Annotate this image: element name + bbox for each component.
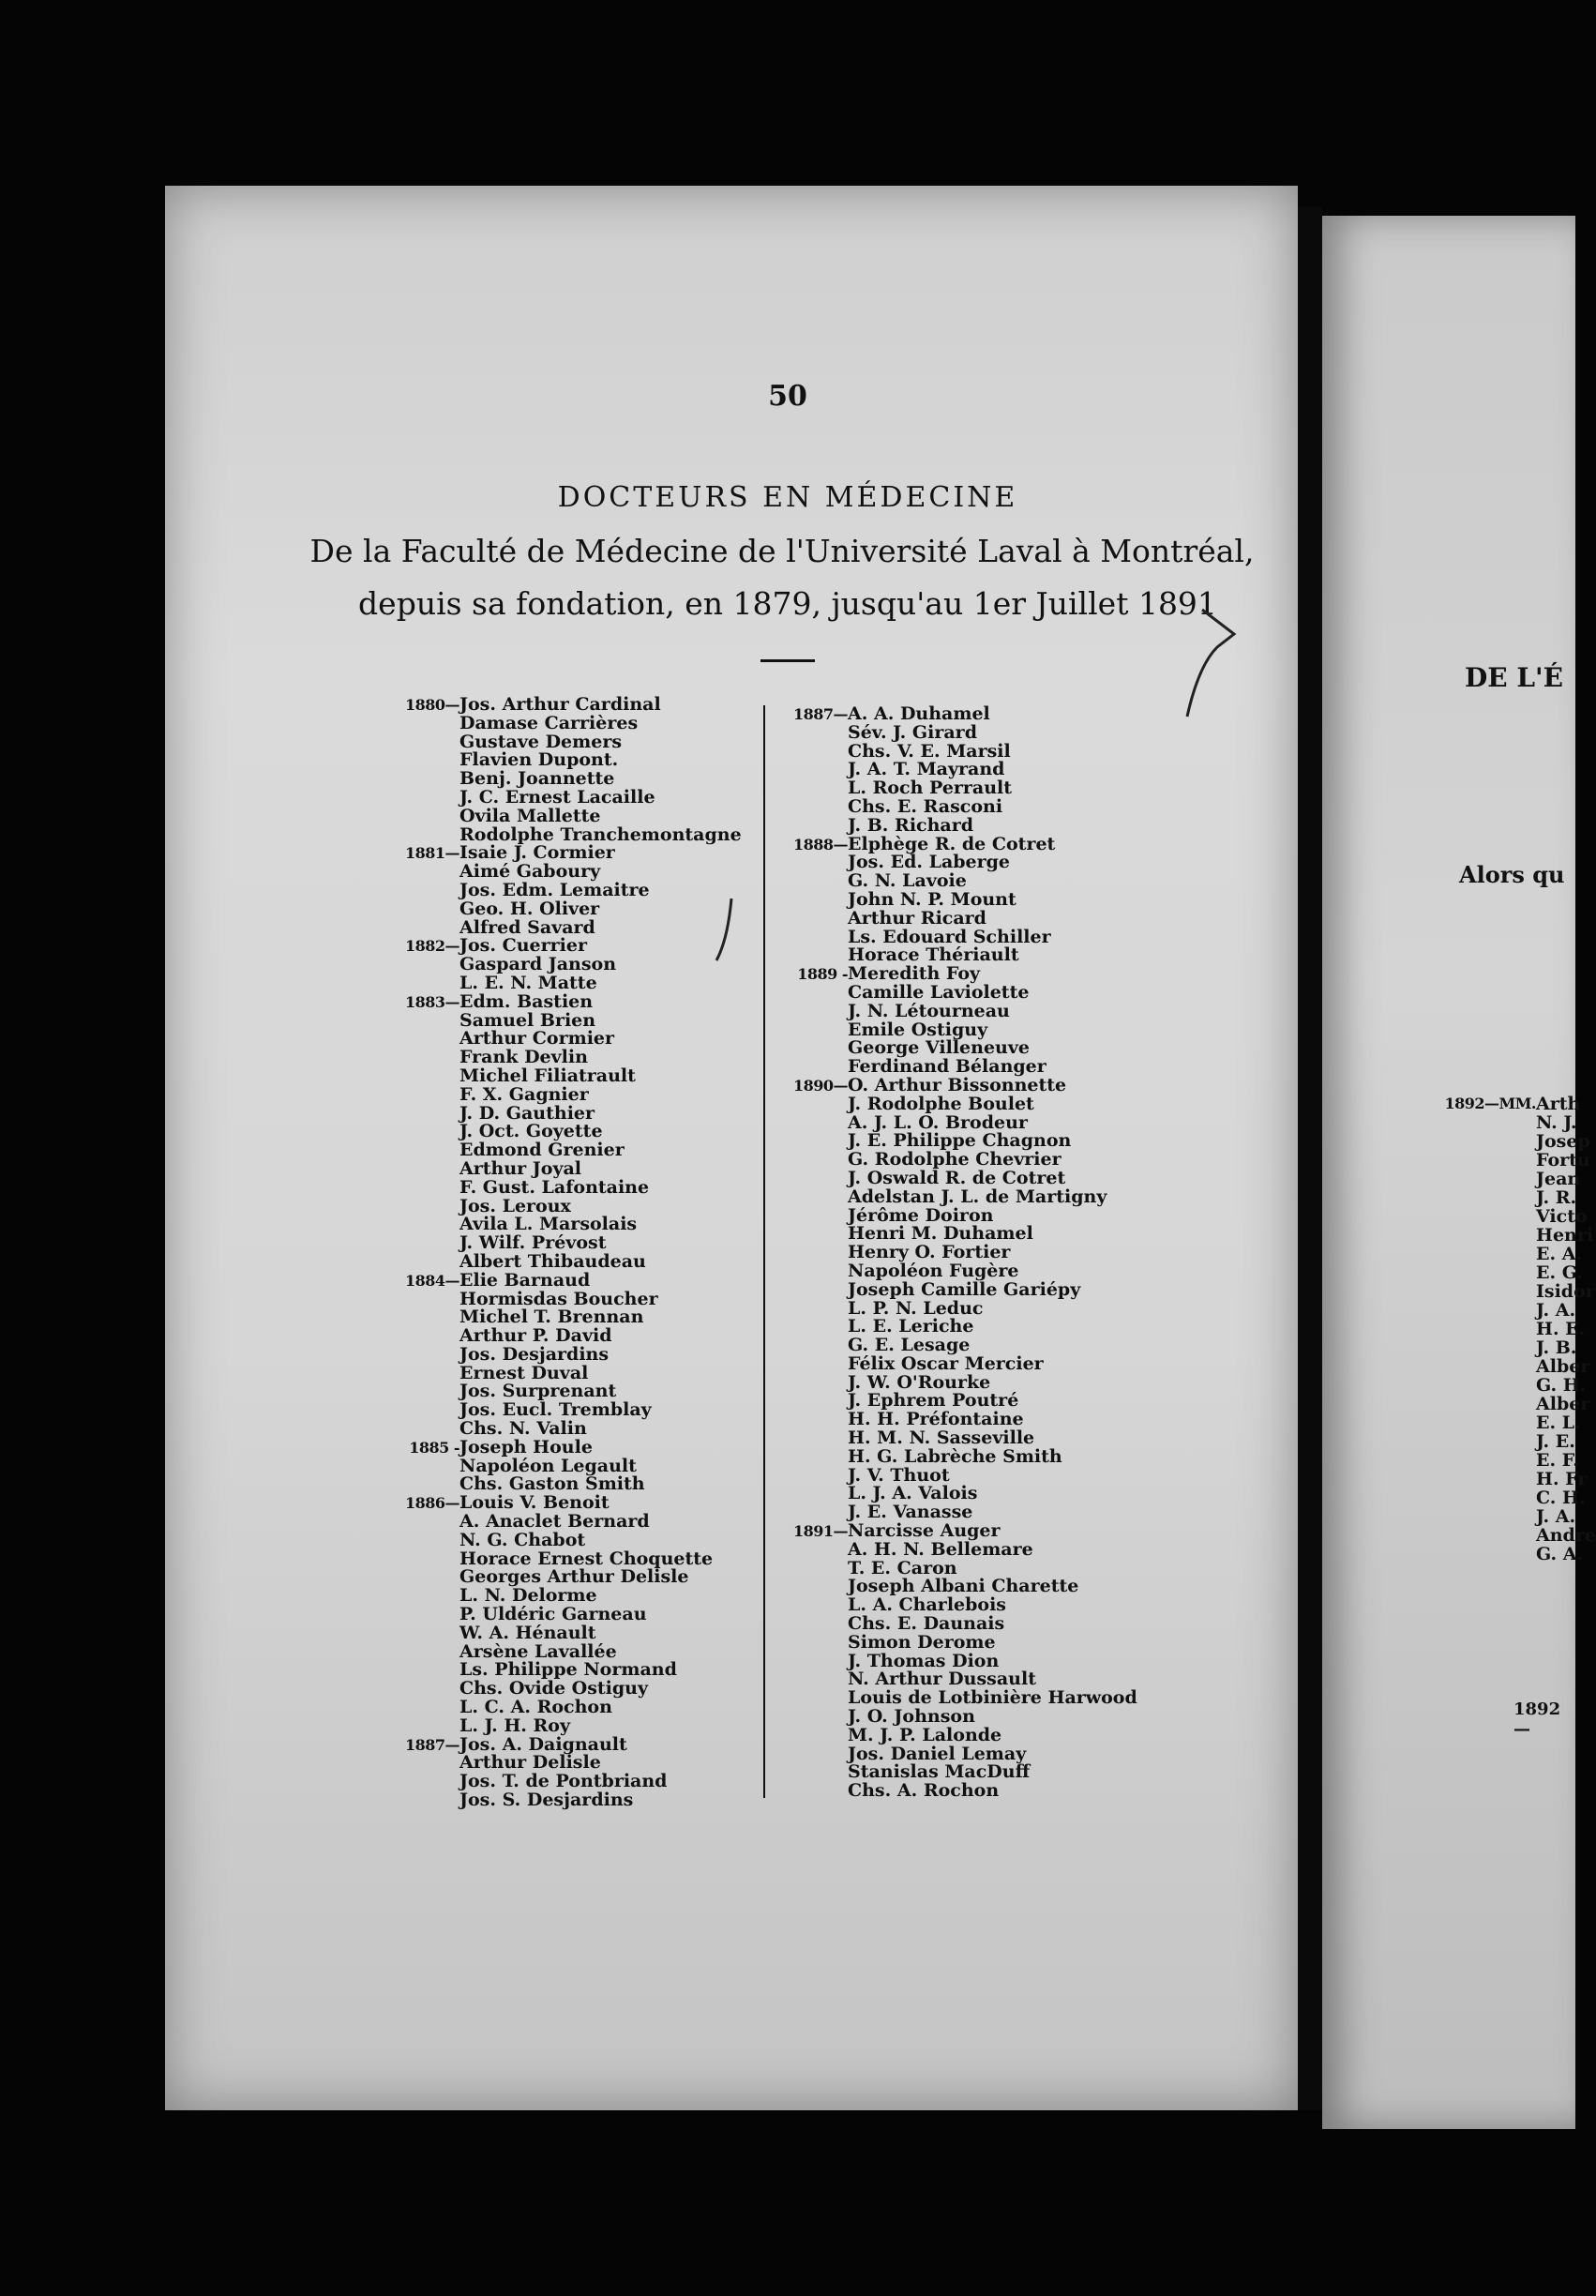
facing-page-fragment: E. L.	[1536, 1412, 1581, 1433]
graduate-name: Horace Thériault	[848, 944, 1019, 966]
graduate-name: Michel Filiatrault	[459, 1065, 636, 1086]
facing-page-fragment: E. A.	[1536, 1244, 1583, 1264]
graduate-entry	[459, 1791, 742, 1810]
facing-page-fragment: Josep	[1536, 1131, 1590, 1152]
facing-page-fragment: H. E.	[1536, 1319, 1586, 1339]
facing-page-fragment: Andre	[1536, 1525, 1596, 1546]
graduate-name: A. Anaclet Bernard	[459, 1511, 650, 1533]
graduate-name: Horace Ernest Choquette	[459, 1548, 714, 1569]
graduation-year: 1880—	[404, 696, 459, 714]
graduate-name: Chs. A. Rochon	[848, 1780, 1000, 1802]
facing-page-year-bottom: 1892—	[1513, 1699, 1561, 1739]
graduate-name: J. Ephrem Poutré	[848, 1390, 1019, 1412]
graduate-name: Joseph Camille Gariépy	[848, 1278, 1081, 1300]
graduate-name: J. Oct. Goyette	[459, 1121, 603, 1142]
graduate-name: Henry O. Fortier	[848, 1242, 1011, 1263]
graduate-name: Arthur Cormier	[459, 1028, 615, 1050]
facing-page-fragment: Henri	[1536, 1225, 1594, 1246]
graduate-name: L. N. Delorme	[459, 1585, 597, 1607]
graduate-name: G. E. Lesage	[848, 1335, 971, 1356]
graduate-name: Gaspard Janson	[459, 954, 617, 975]
graduation-year: 1890—	[792, 1076, 848, 1095]
graduate-name: Frank Devlin	[459, 1047, 588, 1068]
graduate-name: Chs. E. Daunais	[848, 1613, 1005, 1635]
graduate-name: J. Wilf. Prévost	[459, 1232, 607, 1254]
graduation-year: 1891—	[792, 1522, 848, 1541]
facing-page-fragment: Jean	[1536, 1169, 1581, 1189]
graduate-name: Ernest Duval	[459, 1362, 589, 1383]
graduate-name: Avila L. Marsolais	[459, 1214, 638, 1235]
graduates-list-right	[792, 703, 1137, 1802]
facing-page-year: 1892—MM.	[1444, 1095, 1536, 1112]
graduate-name: W. A. Hénault	[459, 1622, 596, 1643]
graduate-name: Louis de Lotbinière Harwood	[848, 1687, 1137, 1709]
graduate-name: John N. P. Mount	[848, 888, 1016, 910]
graduate-name: L. J. A. Valois	[848, 1483, 978, 1504]
column-divider	[763, 705, 765, 1798]
graduation-year: 1887—	[792, 705, 848, 723]
graduate-name: Elphège R. de Cotret	[848, 833, 1056, 854]
graduation-year: 1882—	[404, 937, 459, 956]
graduate-name: H. G. Labrèche Smith	[848, 1445, 1062, 1467]
graduation-year: 1889 -	[797, 965, 848, 984]
graduation-year: 1884—	[404, 1271, 459, 1290]
graduate-name: Jos. Arthur Cardinal	[459, 694, 661, 715]
graduate-name: Chs. E. Rasconi	[848, 795, 1003, 817]
graduate-name: Arthur Delisle	[459, 1752, 601, 1774]
graduate-name: J. C. Ernest Lacaille	[459, 786, 655, 808]
graduate-name: Napoléon Fugère	[848, 1260, 1019, 1281]
graduate-name: Ls. Philippe Normand	[459, 1659, 677, 1681]
graduate-name: Simon Derome	[848, 1631, 996, 1653]
graduate-name: J. E. Vanasse	[848, 1502, 973, 1523]
graduate-name: J. W. O'Rourke	[848, 1371, 991, 1393]
graduate-name: J. O. Johnson	[848, 1706, 975, 1728]
facing-page-fragment: Alber	[1536, 1356, 1590, 1377]
handwritten-stroke	[711, 893, 739, 968]
graduate-name: J. A. T. Mayrand	[848, 759, 1005, 780]
graduation-year: 1888—	[792, 835, 848, 853]
graduate-name: Albert Thibaudeau	[459, 1250, 646, 1272]
graduate-name: Arthur Joyal	[459, 1157, 582, 1179]
graduation-year: 1887—	[404, 1735, 459, 1754]
graduate-name: Félix Oscar Mercier	[848, 1352, 1044, 1374]
graduate-name: J. Thomas Dion	[848, 1650, 1000, 1671]
graduate-name: Jos. Edm. Lemaitre	[459, 879, 650, 900]
graduate-name: Michel T. Brennan	[459, 1307, 644, 1328]
graduate-name: Edmond Grenier	[459, 1140, 625, 1161]
graduate-name: Camille Laviolette	[848, 981, 1030, 1003]
graduate-name: Louis V. Benoit	[459, 1492, 610, 1514]
graduate-name: L. J. H. Roy	[459, 1714, 571, 1736]
graduate-name: Adelstan J. L. de Martigny	[848, 1186, 1107, 1207]
graduate-name: L. P. N. Leduc	[848, 1297, 984, 1319]
graduation-year: 1881—	[404, 844, 459, 863]
graduate-name: Sév. J. Girard	[848, 721, 977, 743]
graduate-name: Jos. Surprenant	[459, 1381, 617, 1402]
graduate-name: L. A. Charlebois	[848, 1594, 1006, 1616]
facing-page-fragment: J. B.	[1536, 1337, 1577, 1358]
graduate-name: M. J. P. Lalonde	[848, 1724, 1002, 1745]
graduate-name: Samuel Brien	[459, 1009, 596, 1031]
graduate-name: J. Oswald R. de Cotret	[848, 1167, 1066, 1188]
graduates-list-left	[404, 694, 742, 1811]
graduate-name: Jos. A. Daignault	[459, 1733, 627, 1755]
graduate-name: Chs. Ovide Ostiguy	[459, 1678, 649, 1699]
graduate-name: Ls. Edouard Schiller	[848, 926, 1051, 947]
graduate-name: F. X. Gagnier	[459, 1083, 589, 1105]
graduate-name: Geo. H. Oliver	[459, 898, 600, 919]
graduate-name: J. B. Richard	[848, 814, 974, 836]
graduate-name: Isaie J. Cormier	[459, 842, 615, 864]
graduate-name: Rodolphe Tranchemontagne	[459, 823, 742, 845]
facing-page-fragment: J. E.	[1536, 1431, 1575, 1452]
graduate-name: A. J. L. O. Brodeur	[848, 1111, 1028, 1133]
facing-page-fragment: E. F.	[1536, 1450, 1579, 1471]
facing-page-fragment: C. H.	[1536, 1488, 1586, 1508]
graduate-name: O. Arthur Bissonnette	[848, 1074, 1067, 1095]
graduate-name: Arthur P. David	[459, 1325, 612, 1347]
facing-page-fragment: Isidor	[1536, 1281, 1595, 1302]
graduation-year: 1885 -	[409, 1438, 459, 1457]
graduate-name: Jos. Eucl. Tremblay	[459, 1399, 652, 1421]
graduate-name: T. E. Caron	[848, 1557, 957, 1578]
handwritten-mark	[1170, 600, 1245, 722]
graduate-name: J. E. Philippe Chagnon	[848, 1130, 1072, 1152]
graduate-entry	[848, 1782, 1137, 1801]
graduate-name: Stanislas MacDuff	[848, 1761, 1031, 1783]
graduation-year: 1883—	[404, 992, 459, 1011]
graduate-name: N. Arthur Dussault	[848, 1669, 1036, 1690]
graduation-year: 1886—	[404, 1494, 459, 1513]
graduate-name: J. V. Thuot	[848, 1464, 950, 1486]
graduate-name: Benj. Joannette	[459, 768, 615, 790]
graduate-name: Napoléon Legault	[459, 1455, 637, 1476]
graduate-name: Hormisdas Boucher	[459, 1288, 658, 1309]
graduate-name: Joseph Houle	[459, 1436, 593, 1458]
facing-page-fragment: H. Fr	[1536, 1469, 1588, 1489]
graduate-name: Edm. Bastien	[459, 990, 594, 1012]
facing-page-fragment: Alber	[1536, 1394, 1590, 1414]
graduate-name: Emile Ostiguy	[848, 1019, 988, 1040]
graduate-name: L. E. N. Matte	[459, 972, 597, 993]
facing-page-fragment: G. H.	[1536, 1375, 1587, 1396]
graduate-name: Chs. Gaston Smith	[459, 1473, 645, 1495]
title-rule	[760, 659, 815, 662]
page-title: DOCTEURS EN MÉDECINE	[557, 481, 1018, 514]
graduate-name: G. N. Lavoie	[848, 870, 967, 892]
graduate-name: P. Uldéric Garneau	[459, 1604, 647, 1625]
facing-page-fragment: Fortu	[1536, 1150, 1590, 1171]
graduate-name: N. G. Chabot	[459, 1529, 586, 1550]
facing-page-list	[1444, 1094, 1596, 1564]
facing-page-fragment: G. A.	[1536, 1544, 1584, 1564]
graduate-name: H. H. Préfontaine	[848, 1409, 1024, 1430]
graduate-name: Jos. S. Desjardins	[459, 1790, 634, 1811]
graduate-name: Ferdinand Bélanger	[848, 1056, 1046, 1078]
graduate-name: Jos. Leroux	[459, 1195, 571, 1216]
graduate-name: Jos. T. de Pontbriand	[459, 1771, 668, 1792]
graduate-name: Alfred Savard	[459, 916, 595, 938]
graduate-name: F. Gust. Lafontaine	[459, 1176, 650, 1198]
graduate-name: J. N. Létourneau	[848, 1000, 1010, 1021]
graduate-name: Ovila Mallette	[459, 805, 601, 826]
graduate-name: Jos. Desjardins	[459, 1343, 610, 1365]
graduate-name: Jos. Cuerrier	[459, 935, 587, 957]
graduate-name: Gustave Demers	[459, 731, 623, 752]
facing-page-fragment: 1892—MM. Arth	[1444, 1094, 1581, 1114]
facing-page-heading: DE L'É	[1465, 662, 1563, 693]
graduate-name: Flavien Dupont.	[459, 749, 619, 771]
graduate-name: Narcisse Auger	[848, 1520, 1001, 1542]
facing-page-alors: Alors qu	[1459, 861, 1565, 888]
graduate-name: L. C. A. Rochon	[459, 1697, 612, 1718]
graduate-name: Jos. Ed. Laberge	[848, 852, 1011, 873]
graduate-name: George Villeneuve	[848, 1037, 1030, 1059]
graduate-name: Damase Carrières	[459, 712, 639, 733]
graduate-name: Meredith Foy	[848, 963, 981, 985]
facing-page-fragment: E. G.	[1536, 1262, 1583, 1283]
facing-page-fragment: J. A.	[1536, 1506, 1576, 1527]
graduate-name: Henri M. Duhamel	[848, 1223, 1033, 1245]
subtitle-line-2: depuis sa fondation, en 1879, jusqu'au 1er Juillet 1891	[358, 585, 1217, 622]
graduate-name: L. Roch Perrault	[848, 778, 1013, 799]
graduate-name: J. D. Gauthier	[459, 1102, 595, 1124]
subtitle-line-1: De la Faculté de Médecine de l'Université Laval à Montréal,	[309, 533, 1255, 569]
graduate-name: Jos. Daniel Lemay	[848, 1743, 1027, 1764]
graduate-name: G. Rodolphe Chevrier	[848, 1149, 1061, 1171]
graduate-name: Arsène Lavallée	[459, 1640, 617, 1662]
facing-page-fragment: J. A.	[1536, 1300, 1576, 1321]
graduate-name: Joseph Albani Charette	[848, 1576, 1079, 1597]
graduate-name: L. E. Leriche	[848, 1316, 974, 1337]
graduate-name: Elie Barnaud	[459, 1269, 591, 1291]
graduate-name: Chs. V. E. Marsil	[848, 740, 1011, 762]
graduate-name: A. A. Duhamel	[848, 703, 990, 724]
graduate-name: Aimé Gaboury	[459, 861, 601, 883]
graduate-name: Chs. N. Valin	[459, 1418, 587, 1440]
graduate-name: Arthur Ricard	[848, 907, 986, 929]
graduate-name: A. H. N. Bellemare	[848, 1538, 1033, 1560]
page-number: 50	[768, 380, 807, 413]
facing-page-fragment: N. J.	[1536, 1112, 1577, 1133]
facing-page-fragment: Victo	[1536, 1206, 1588, 1227]
graduate-name: H. M. N. Sasseville	[848, 1427, 1035, 1449]
facing-page-fragment: J. R.	[1536, 1187, 1577, 1208]
graduate-name: Georges Arthur Delisle	[459, 1566, 689, 1588]
graduate-name: J. Rodolphe Boulet	[848, 1093, 1034, 1114]
graduate-name: Jérôme Doiron	[848, 1204, 994, 1226]
